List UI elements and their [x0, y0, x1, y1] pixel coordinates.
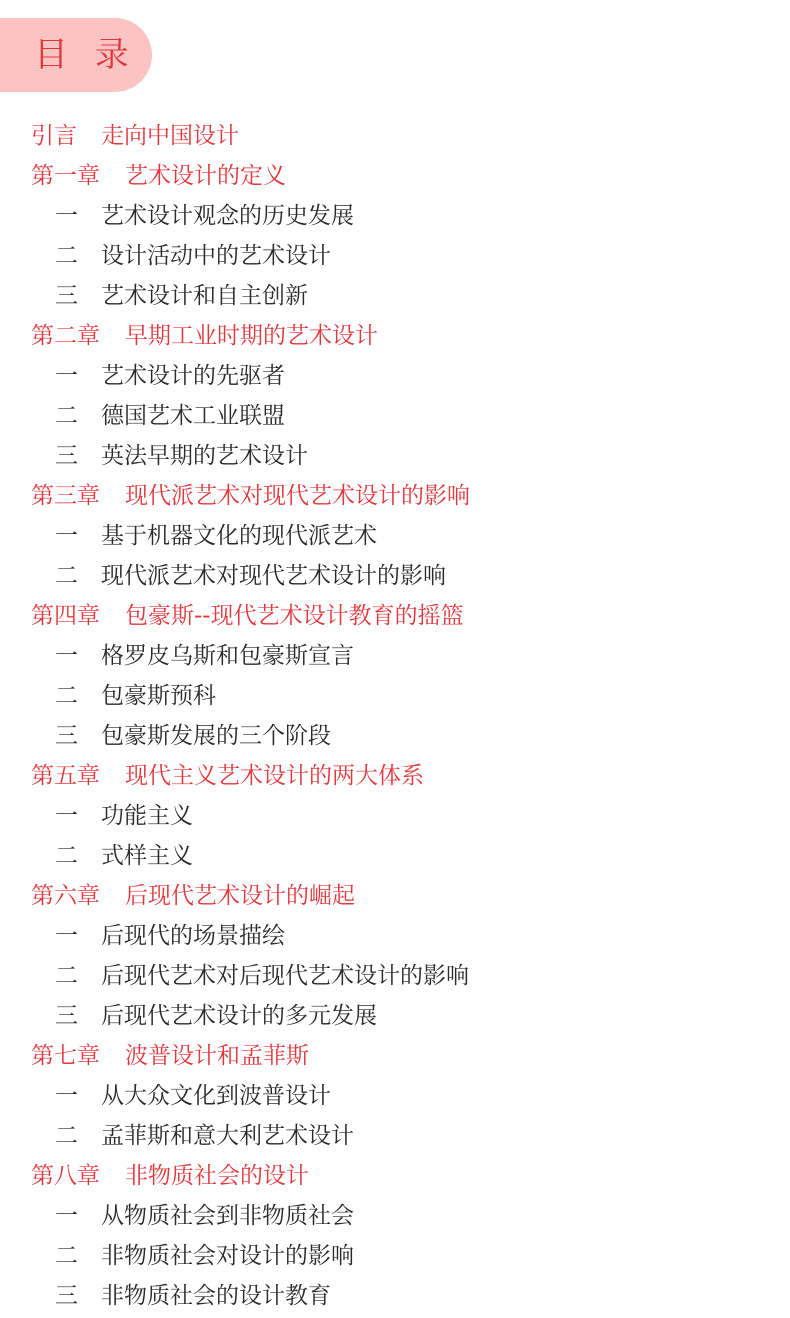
toc-section-entry[interactable] [0, 1236, 790, 1276]
chapter-title: 早期工业时期的艺术设计 [125, 323, 378, 349]
section-title: 后现代艺术对后现代艺术设计的影响 [101, 963, 469, 989]
section-number: 一 [55, 363, 78, 389]
toc-chapter-entry[interactable] [0, 1156, 790, 1196]
section-title: 式样主义 [101, 843, 193, 869]
toc-section-entry[interactable] [0, 196, 790, 236]
section-title: 艺术设计的先驱者 [101, 363, 285, 389]
section-number: 二 [55, 563, 78, 589]
toc-section-entry[interactable] [0, 396, 790, 436]
section-title: 格罗皮乌斯和包豪斯宣言 [101, 643, 354, 669]
toc-section-entry[interactable] [0, 276, 790, 316]
chapter-number: 第二章 [31, 323, 100, 349]
section-number: 三 [55, 723, 78, 749]
toc-section-entry[interactable] [0, 956, 790, 996]
section-number: 一 [55, 803, 78, 829]
toc-section-entry[interactable] [0, 1116, 790, 1156]
chapter-number: 第四章 [31, 603, 100, 629]
toc-chapter-entry[interactable] [0, 876, 790, 916]
toc-section-entry[interactable] [0, 556, 790, 596]
section-number: 三 [55, 1283, 78, 1309]
section-title: 后现代艺术设计的多元发展 [101, 1003, 377, 1029]
toc-section-entry[interactable] [0, 1196, 790, 1236]
section-title: 从大众文化到波普设计 [101, 1083, 331, 1109]
chapter-number: 第三章 [31, 483, 100, 509]
section-number: 一 [55, 923, 78, 949]
section-title: 包豪斯发展的三个阶段 [101, 723, 331, 749]
section-number: 二 [55, 963, 78, 989]
section-title: 包豪斯预科 [101, 683, 216, 709]
section-number: 二 [55, 683, 78, 709]
toc-section-entry[interactable] [0, 1276, 790, 1316]
toc-chapter-entry[interactable] [0, 1036, 790, 1076]
section-number: 三 [55, 1003, 78, 1029]
section-title: 从物质社会到非物质社会 [101, 1203, 354, 1229]
toc-chapter-entry[interactable] [0, 156, 790, 196]
section-title: 德国艺术工业联盟 [101, 403, 285, 429]
toc-section-entry[interactable] [0, 676, 790, 716]
chapter-title: 现代派艺术对现代艺术设计的影响 [125, 483, 470, 509]
section-number: 一 [55, 643, 78, 669]
toc-chapter-entry[interactable] [0, 476, 790, 516]
page-title: 目 录 [34, 35, 137, 75]
toc-section-entry[interactable] [0, 836, 790, 876]
section-number: 二 [55, 1243, 78, 1269]
section-title: 基于机器文化的现代派艺术 [101, 523, 377, 549]
section-title: 现代派艺术对现代艺术设计的影响 [101, 563, 446, 589]
section-number: 三 [55, 283, 78, 309]
toc-section-entry[interactable] [0, 1076, 790, 1116]
table-of-contents [0, 116, 790, 1316]
chapter-number: 第一章 [31, 163, 100, 189]
section-title: 艺术设计和自主创新 [101, 283, 308, 309]
toc-section-entry[interactable] [0, 796, 790, 836]
section-number: 二 [55, 243, 78, 269]
section-title: 功能主义 [101, 803, 193, 829]
section-number: 二 [55, 843, 78, 869]
toc-header-badge [0, 18, 152, 92]
section-number: 一 [55, 203, 78, 229]
section-number: 一 [55, 1203, 78, 1229]
chapter-title: 艺术设计的定义 [125, 163, 286, 189]
toc-chapter-entry[interactable] [0, 116, 790, 156]
toc-section-entry[interactable] [0, 356, 790, 396]
toc-section-entry[interactable] [0, 996, 790, 1036]
chapter-title: 波普设计和孟菲斯 [125, 1043, 309, 1069]
toc-section-entry[interactable] [0, 236, 790, 276]
section-title: 非物质社会的设计教育 [101, 1283, 331, 1309]
chapter-number: 引言 [31, 123, 77, 149]
chapter-number: 第八章 [31, 1163, 100, 1189]
section-title: 英法早期的艺术设计 [101, 443, 308, 469]
section-title: 设计活动中的艺术设计 [101, 243, 331, 269]
toc-chapter-entry[interactable] [0, 316, 790, 356]
section-title: 非物质社会对设计的影响 [101, 1243, 354, 1269]
chapter-title: 非物质社会的设计 [125, 1163, 309, 1189]
section-number: 二 [55, 403, 78, 429]
chapter-title: 包豪斯--现代艺术设计教育的摇篮 [125, 603, 464, 629]
chapter-title: 后现代艺术设计的崛起 [125, 883, 355, 909]
chapter-title: 现代主义艺术设计的两大体系 [125, 763, 424, 789]
chapter-title: 走向中国设计 [101, 123, 239, 149]
chapter-number: 第五章 [31, 763, 100, 789]
section-number: 三 [55, 443, 78, 469]
section-number: 一 [55, 1083, 78, 1109]
section-title: 后现代的场景描绘 [101, 923, 285, 949]
toc-section-entry[interactable] [0, 436, 790, 476]
toc-section-entry[interactable] [0, 716, 790, 756]
chapter-number: 第七章 [31, 1043, 100, 1069]
chapter-number: 第六章 [31, 883, 100, 909]
section-title: 孟菲斯和意大利艺术设计 [101, 1123, 354, 1149]
toc-section-entry[interactable] [0, 916, 790, 956]
section-title: 艺术设计观念的历史发展 [101, 203, 354, 229]
section-number: 二 [55, 1123, 78, 1149]
toc-section-entry[interactable] [0, 516, 790, 556]
toc-chapter-entry[interactable] [0, 756, 790, 796]
section-number: 一 [55, 523, 78, 549]
toc-chapter-entry[interactable] [0, 596, 790, 636]
toc-section-entry[interactable] [0, 636, 790, 676]
